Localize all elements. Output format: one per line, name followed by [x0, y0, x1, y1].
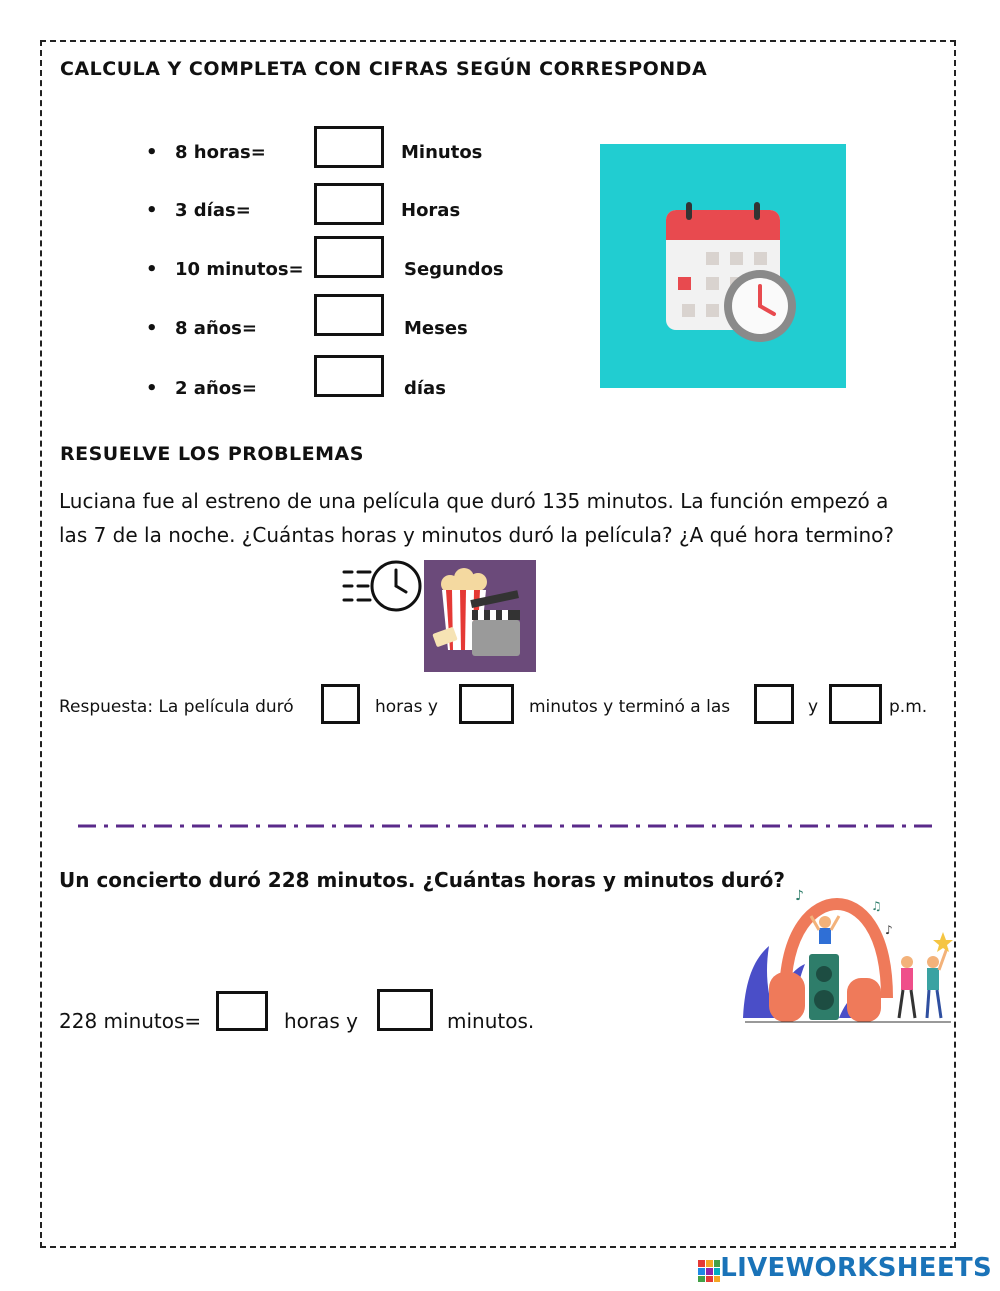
concert-answer-mid: horas y	[284, 1009, 359, 1033]
item-unit-3: Segundos	[404, 259, 504, 280]
answer-box-3[interactable]	[314, 236, 384, 278]
bullet: •	[146, 318, 158, 339]
item-label-5: 2 años=	[175, 378, 257, 399]
end-minute-box[interactable]	[829, 684, 882, 724]
liveworksheets-brand: LIVEWORKSHEETS	[720, 1253, 992, 1283]
concert-answer-suffix: minutos.	[447, 1009, 535, 1033]
item-label-4: 8 años=	[175, 318, 257, 339]
concert-hours-box[interactable]	[216, 991, 268, 1031]
section1-title: CALCULA Y COMPLETA CON CIFRAS SEGÚN CORRESPONDA	[60, 58, 708, 80]
bullet: •	[146, 259, 158, 280]
answer-suffix: p.m.	[889, 697, 928, 717]
bullet: •	[146, 378, 158, 399]
section-divider	[78, 824, 940, 828]
answer-box-1[interactable]	[314, 126, 384, 168]
popcorn-clapperboard-icon	[424, 560, 536, 672]
end-hour-box[interactable]	[754, 684, 794, 724]
answer-box-5[interactable]	[314, 355, 384, 397]
item-unit-2: Horas	[401, 200, 461, 221]
answer-part4: y	[808, 697, 819, 717]
concert-illustration	[735, 888, 953, 1026]
svg-text:♫: ♫	[871, 899, 882, 913]
answer-minutes-box[interactable]	[459, 684, 514, 724]
liveworksheets-logo-icon	[698, 1260, 720, 1282]
bullet: •	[146, 200, 158, 221]
svg-text:♪: ♪	[885, 923, 893, 937]
bullet: •	[146, 142, 158, 163]
fast-clock-icon	[340, 558, 424, 614]
concert-question: Un concierto duró 228 minutos. ¿Cuántas horas y minutos duró?	[59, 868, 785, 892]
item-unit-1: Minutos	[401, 142, 483, 163]
item-unit-4: Meses	[404, 318, 468, 339]
answer-box-2[interactable]	[314, 183, 384, 225]
section2-title: RESUELVE LOS PROBLEMAS	[60, 443, 364, 465]
item-label-3: 10 minutos=	[175, 259, 304, 280]
answer-prefix: Respuesta: La película duró	[59, 697, 294, 717]
concert-minutes-box[interactable]	[377, 989, 433, 1031]
answer-box-4[interactable]	[314, 294, 384, 336]
calendar-clock-icon	[600, 144, 846, 388]
answer-hours-box[interactable]	[321, 684, 360, 724]
item-unit-5: días	[404, 378, 446, 399]
svg-text:♪: ♪	[795, 888, 804, 904]
item-label-2: 3 días=	[175, 200, 251, 221]
answer-part2: horas y	[375, 697, 438, 717]
item-label-1: 8 horas=	[175, 142, 266, 163]
answer-part3: minutos y terminó a las	[529, 697, 731, 717]
problem-line-1: Luciana fue al estreno de una película que duró 135 minutos. La función empezó a	[59, 489, 889, 513]
problem-line-2: las 7 de la noche. ¿Cuántas horas y minutos duró la película? ¿A qué hora termino?	[59, 523, 894, 547]
concert-answer-prefix: 228 minutos=	[59, 1009, 202, 1033]
